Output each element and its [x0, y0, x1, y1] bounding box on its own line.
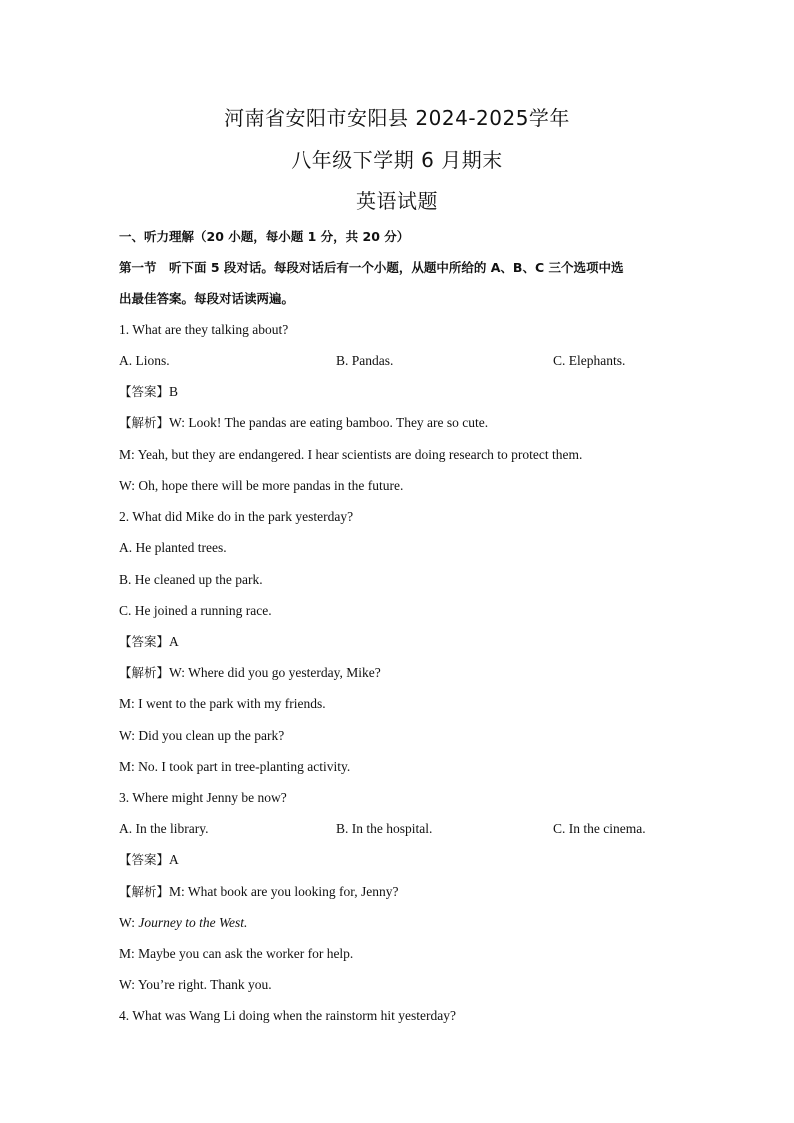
- q3-analysis-line-2: [119, 914, 247, 932]
- q3-analysis-speaker: W:: [119, 915, 139, 930]
- q1-option-b: B. Pandas.: [336, 353, 394, 368]
- q1-answer: [119, 383, 178, 401]
- q1-answer-value: B: [169, 384, 179, 399]
- q2-option-a: A. He planted trees.: [119, 540, 227, 555]
- q1-option-a: A. Lions.: [119, 353, 170, 368]
- answer-label: 【答案】: [119, 852, 170, 867]
- q2-answer-value: A: [169, 634, 179, 649]
- question-2: 2. What did Mike do in the park yesterday?: [119, 509, 354, 524]
- answer-label: 【答案】: [119, 384, 170, 399]
- q3-analysis-line-4: W: You’re right. Thank you.: [119, 977, 272, 992]
- section-heading: 一、听力理解（20 小题，每小题 1 分，共 20 分）: [119, 229, 410, 244]
- q3-option-c: C. In the cinema.: [553, 821, 646, 836]
- exam-title-line-2: 八年级下学期 6 月期末: [291, 148, 503, 172]
- q3-answer: [119, 851, 179, 869]
- q3-analysis-line-1: [119, 883, 398, 901]
- q1-option-c: C. Elephants.: [553, 353, 626, 368]
- q3-analysis-text-1: M: What book are you looking for, Jenny?: [169, 884, 399, 899]
- q2-analysis-line-1: [119, 664, 381, 682]
- q2-option-b: B. He cleaned up the park.: [119, 572, 263, 587]
- book-title: Journey to the West.: [138, 915, 248, 930]
- question-1: 1. What are they talking about?: [119, 322, 289, 337]
- exam-title-line-3: 英语试题: [356, 189, 438, 213]
- q1-analysis-line-3: W: Oh, hope there will be more pandas in the future.: [119, 478, 404, 493]
- q2-option-c: C. He joined a running race.: [119, 603, 272, 618]
- question-3: 3. Where might Jenny be now?: [119, 790, 287, 805]
- q1-analysis-line-2: M: Yeah, but they are endangered. I hear scientists are doing research to protect them.: [119, 447, 583, 462]
- q2-analysis-text-1: W: Where did you go yesterday, Mike?: [169, 665, 381, 680]
- q1-analysis-line-1: [119, 414, 488, 432]
- q2-analysis-line-4: M: No. I took part in tree-planting activity.: [119, 759, 351, 774]
- analysis-label: 【解析】: [119, 884, 170, 899]
- q2-analysis-line-3: W: Did you clean up the park?: [119, 728, 285, 743]
- analysis-label: 【解析】: [119, 665, 170, 680]
- q2-answer: [119, 633, 179, 651]
- exam-title-line-1: 河南省安阳市安阳县 2024-2025学年: [224, 106, 570, 130]
- q1-analysis-text-1: W: Look! The pandas are eating bamboo. They are so cute.: [169, 415, 489, 430]
- section-instructions-line-2: 出最佳答案。每段对话读两遍。: [119, 291, 295, 306]
- q3-answer-value: A: [169, 852, 179, 867]
- q2-analysis-line-2: M: I went to the park with my friends.: [119, 696, 326, 711]
- q3-analysis-line-3: M: Maybe you can ask the worker for help.: [119, 946, 354, 961]
- section-instructions-line-1: 第一节 听下面 5 段对话。每段对话后有一个小题，从题中所给的 A、B、C 三个选项中选: [119, 260, 624, 275]
- q3-option-b: B. In the hospital.: [336, 821, 433, 836]
- analysis-label: 【解析】: [119, 415, 170, 430]
- question-4: 4. What was Wang Li doing when the rainstorm hit yesterday?: [119, 1008, 456, 1023]
- answer-label: 【答案】: [119, 634, 170, 649]
- q3-option-a: A. In the library.: [119, 821, 209, 836]
